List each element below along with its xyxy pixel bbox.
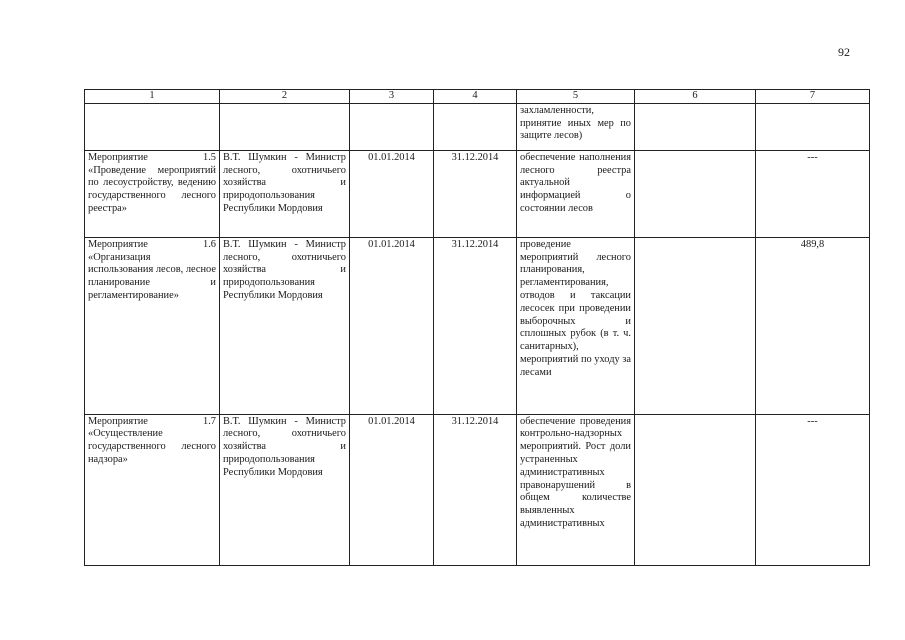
- table-row: [85, 103, 870, 150]
- col7-cell: 489,8: [756, 237, 870, 414]
- table-row: [85, 414, 870, 565]
- header-row: [85, 90, 870, 104]
- responsible-cell: [220, 103, 350, 150]
- col7-cell: [756, 103, 870, 150]
- column-header-3: 3: [350, 90, 434, 104]
- table-row: [85, 150, 870, 237]
- column-header-7: 7: [756, 90, 870, 104]
- col6-cell: [635, 237, 756, 414]
- measure-cell: Мероприятие 1.5 «Проведение мероприятий по лесоустройству, ведению государственного лесного реестра»: [85, 150, 220, 237]
- description-cell: обеспечение наполнения лесного реестра актуальной информацией о состоянии лесов: [517, 150, 635, 237]
- column-header-6: 6: [635, 90, 756, 104]
- page-number: 92: [838, 45, 850, 59]
- col7-cell: ---: [756, 414, 870, 565]
- col6-cell: [635, 414, 756, 565]
- col7-cell: ---: [756, 150, 870, 237]
- start-date-cell: [350, 103, 434, 150]
- column-header-2: 2: [220, 90, 350, 104]
- responsible-cell: В.Т. Шумкин - Министр лесного, охотничьего хозяйства и природопользования Республики Мордовия: [220, 237, 350, 414]
- measures-table: [84, 89, 870, 566]
- measure-cell: Мероприятие 1.7 «Осуществление государственного лесного надзора»: [85, 414, 220, 565]
- end-date-cell: 31.12.2014: [434, 414, 517, 565]
- responsible-cell: В.Т. Шумкин - Министр лесного, охотничьего хозяйства и природопользования Республики Мордовия: [220, 150, 350, 237]
- column-header-1: 1: [85, 90, 220, 104]
- description-cell: захламленности, принятие иных мер по защите лесов): [517, 103, 635, 150]
- end-date-cell: 31.12.2014: [434, 237, 517, 414]
- responsible-cell: В.Т. Шумкин - Министр лесного, охотничьего хозяйства и природопользования Республики Мордовия: [220, 414, 350, 565]
- start-date-cell: 01.01.2014: [350, 414, 434, 565]
- measure-cell: Мероприятие 1.6 «Организация использования лесов, лесное планирование и регламентирование»: [85, 237, 220, 414]
- end-date-cell: [434, 103, 517, 150]
- description-cell: проведение мероприятий лесного планирования, регламентирования, отводов и таксации лесосек при проведении выборочных и сплошных рубок (в т. ч. санитарных), мероприятий по уходу за лесами: [517, 237, 635, 414]
- start-date-cell: 01.01.2014: [350, 150, 434, 237]
- column-header-5: 5: [517, 90, 635, 104]
- start-date-cell: 01.01.2014: [350, 237, 434, 414]
- col6-cell: [635, 150, 756, 237]
- col6-cell: [635, 103, 756, 150]
- column-header-4: 4: [434, 90, 517, 104]
- end-date-cell: 31.12.2014: [434, 150, 517, 237]
- measure-cell: [85, 103, 220, 150]
- table-row: [85, 237, 870, 414]
- description-cell: обеспечение проведения контрольно-надзорных мероприятий. Рост доли устраненных административных правонарушений в общем количестве выявленных административных: [517, 414, 635, 565]
